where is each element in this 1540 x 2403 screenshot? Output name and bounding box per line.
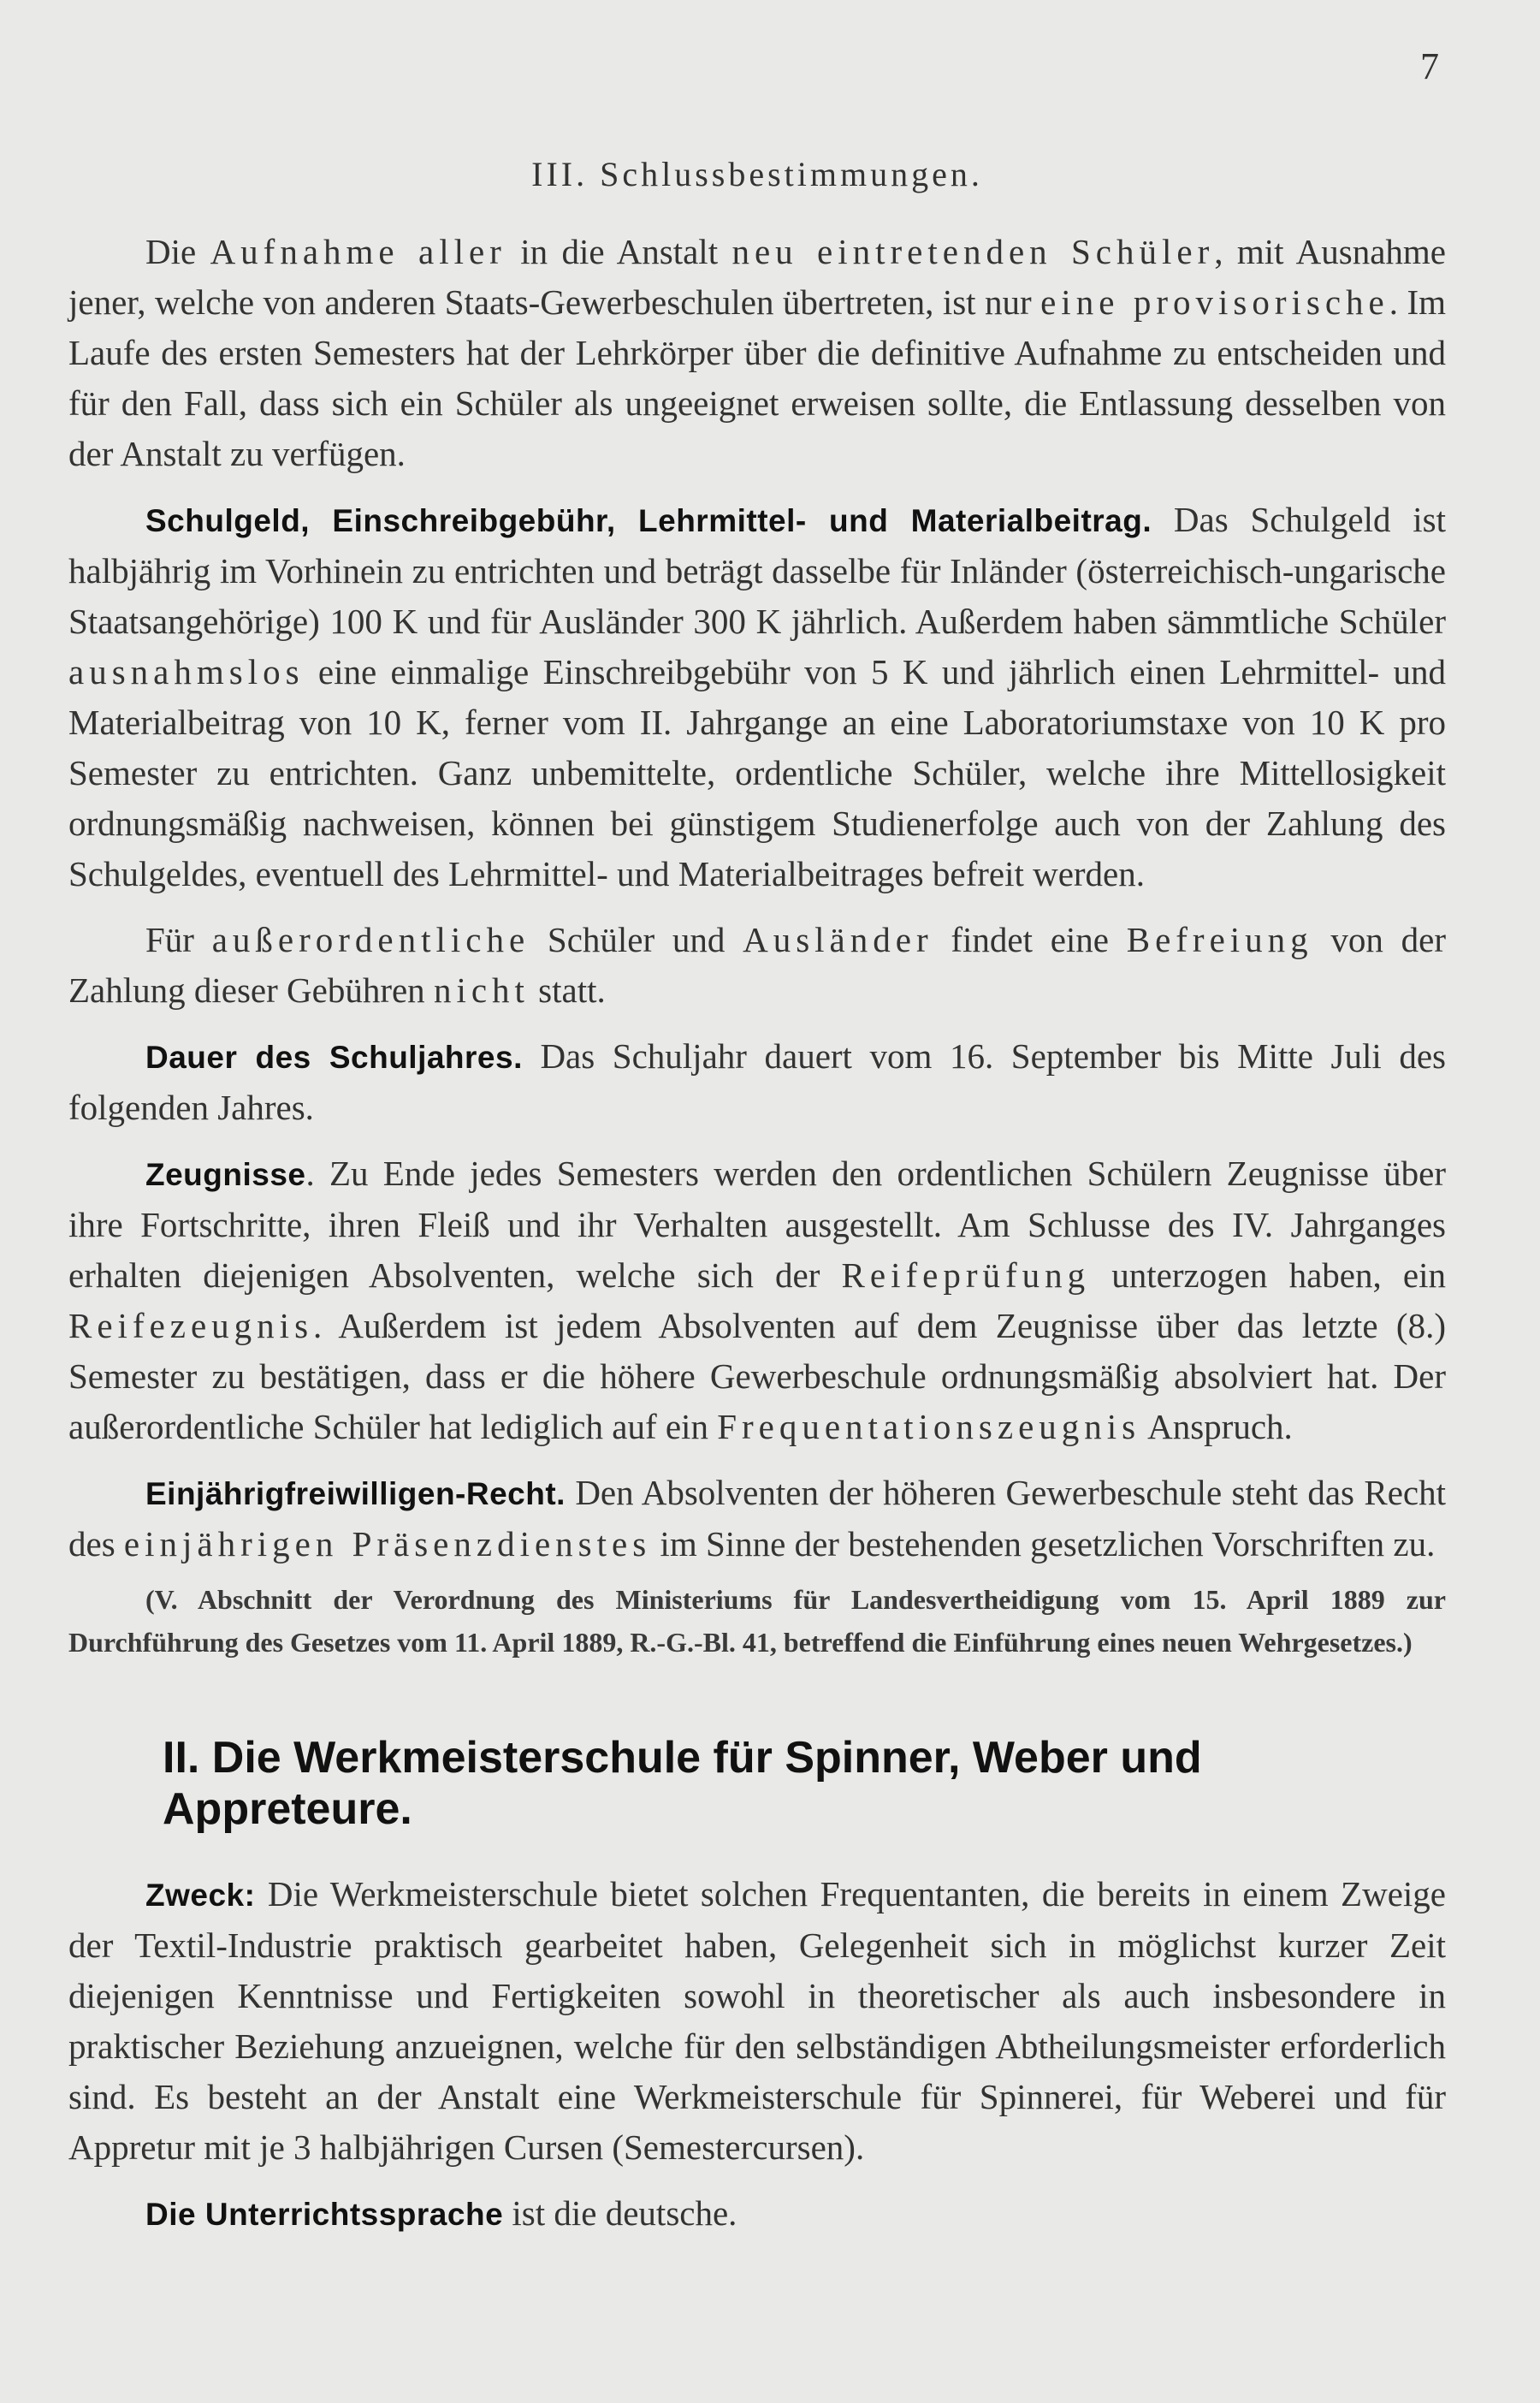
spaced-text: einjährigen Präsenzdienstes — [123, 1524, 652, 1563]
paragraph-heading: Dauer des Schuljahres. — [145, 1040, 523, 1075]
chapter-heading: II. Die Werkmeisterschule für Spinner, Weber und Appreteure. — [163, 1733, 1202, 1834]
text-run: im Sinne der bestehenden gesetzlichen Vorschriften zu. — [651, 1524, 1436, 1563]
spaced-text: Ausländer — [743, 920, 933, 959]
paragraph-admission — [68, 227, 1446, 479]
text-run: in die Anstalt — [506, 232, 732, 271]
text-run: . Im Laufe des ersten Semesters hat der Lehrkörper über die definitive Aufnahme zu entscheiden und für den Fall, dass sich ein Schüler als ungeeignet erweisen sollte, die Entlassung desselben von der Anstalt zu verfügen. — [68, 282, 1446, 473]
paragraph-certificates — [68, 1148, 1446, 1452]
section-heading: III. Schlussbestimmungen. — [531, 155, 983, 193]
paragraph-heading: Zweck: — [145, 1878, 256, 1913]
paragraph-exemption — [68, 915, 1446, 1016]
text-run: Für — [145, 920, 212, 959]
spaced-text: Reifezeugnis — [68, 1306, 314, 1345]
paragraph-volunteer-right — [68, 1468, 1446, 1569]
text-run: Das Schulgeld ist halbjährig im Vorhinein zu entrichten und beträgt dasselbe für Inländer (österreichisch-ungarische Staatsangehörige) 100 K und für Ausländer 300 K jährlich. Außerdem haben sämmtliche Schüler — [68, 500, 1446, 641]
text-run: eine einmalige Einschreibgebühr von 5 K und jährlich einen Lehrmittel- und Materialbeitrag von 10 K, ferner vom II. Jahrgange an eine Laboratoriumstaxe von 10 K pro Semester zu entrichten. Ganz unbemittelte, ordentliche Schüler, welche ihre Mittellosigkeit ordnungsmäßig nachweisen, können bei günstigem Studienerfolge auch von der Zahlung des Schulgeldes, eventuell des Lehrmittel- und Materialbeitrages befreit werden. — [68, 652, 1446, 893]
text-run: . Außerdem ist jedem Absolventen auf dem Zeugnisse über das letzte (8.) Semester zu bestätigen, dass er die höhere Gewerbeschule ordnungsmäßig absolviert hat. Der außerordentliche Schüler hat lediglich auf ein — [68, 1306, 1446, 1446]
spaced-text: Befreiung — [1126, 920, 1313, 959]
paragraph-heading: Die Unterrichtssprache — [145, 2197, 504, 2232]
paragraph-school-year — [68, 1031, 1446, 1133]
paragraph-fees — [68, 495, 1446, 899]
text-run: unterzogen haben, ein — [1090, 1255, 1447, 1295]
paragraph-purpose — [68, 1869, 1446, 2173]
spaced-text: neu eintretenden Schüler — [732, 232, 1215, 271]
text-run: statt. — [529, 970, 606, 1010]
paragraph-heading: Schulgeld, Einschreibgebühr, Lehrmittel- und Materialbeitrag. — [145, 503, 1152, 538]
text-run: von der Zahlung dieser Gebühren — [68, 920, 1446, 1010]
spaced-text: Reifeprüfung — [841, 1255, 1091, 1295]
paragraph-language — [68, 2188, 1446, 2240]
text-run: Die — [145, 232, 210, 271]
text-run: ist die deutsche. — [503, 2193, 737, 2233]
text-run: Die Werkmeisterschule bietet solchen Frequentanten, die bereits in einem Zweige der Textil-Industrie praktisch gearbeitet haben, Gelegenheit sich in möglichst kurzer Zeit diejenigen Kenntnisse und Fertigkeiten sowohl in theoretischer als auch insbesondere in praktischer Beziehung anzueignen, welche für den selbständigen Abtheilungsmeister erforderlich sind. Es besteht an der Anstalt eine Werkmeisterschule für Spinnerei, für Weberei und für Appretur mit je 3 halbjährigen Cursen (Semestercursen). — [68, 1874, 1446, 2167]
spaced-text: eine provisorische — [1040, 282, 1389, 322]
spaced-text: Frequentationszeugnis — [717, 1407, 1141, 1446]
legal-note: (V. Abschnitt der Verordnung des Ministeriums für Landesvertheidigung vom 15. April 1889 zur Durchführung des Gesetzes vom 11. April 1889, R.-G.-Bl. 41, betreffend die Einführung eines neuen Wehrgesetzes.) — [68, 1584, 1446, 1658]
text-run: . Zu Ende jedes Semesters werden den ordentlichen Schülern Zeugnisse über ihre Fortschritte, ihren Fleiß und ihr Verhalten ausgestellt. Am Schlusse des IV. Jahrganges erhalten diejenigen Absolventen, welche sich der — [68, 1154, 1446, 1295]
paragraph-heading: Einjährigfreiwilligen-Recht. — [145, 1476, 566, 1511]
spaced-text: nicht — [433, 970, 530, 1010]
text-run: Schüler und — [530, 920, 743, 959]
paragraph-heading: Zeugnisse — [145, 1157, 306, 1192]
spaced-text: Aufnahme aller — [210, 232, 506, 271]
text-run: Das Schuljahr dauert vom 16. September bis Mitte Juli des folgenden Jahres. — [68, 1036, 1446, 1127]
spaced-text: außerordentliche — [211, 920, 530, 959]
text-run: findet eine — [933, 920, 1127, 959]
text-run: Den Absolventen der höheren Gewerbeschule steht das Recht des — [68, 1473, 1446, 1563]
text-run: , mit Ausnahme jener, welche von anderen Staats-Gewerbeschulen übertreten, ist nur — [68, 232, 1446, 322]
page-number: 7 — [1420, 45, 1439, 87]
text-run: Anspruch. — [1140, 1407, 1293, 1446]
spaced-text: ausnahmslos — [68, 652, 305, 691]
